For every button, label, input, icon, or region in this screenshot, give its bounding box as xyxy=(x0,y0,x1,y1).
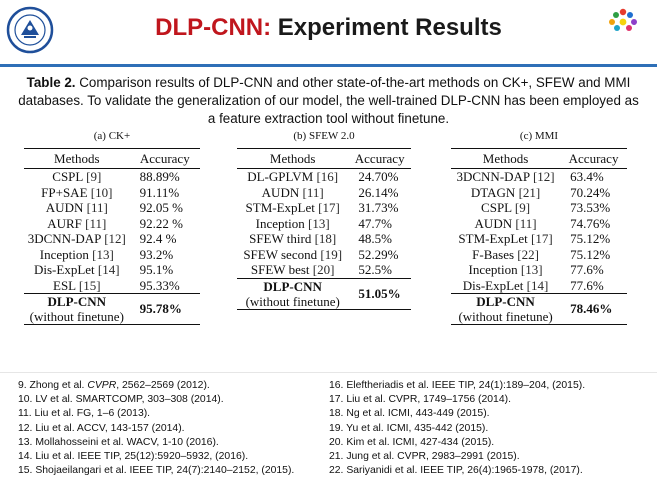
table-row xyxy=(24,169,200,185)
citation: [14] xyxy=(526,277,549,293)
table-row xyxy=(24,200,200,216)
accuracy-value: 48.5% xyxy=(358,231,392,246)
caption-text: Comparison results of DLP-CNN and other state-of-the-art methods on CK+, SFEW and MMI databases. To validate the generalization of our model, the well-trained DLP-CNN has been employed as a feature extraction tool without finetune. xyxy=(18,75,639,126)
reference-item: 10. LV et al. SMARTCOMP, 303–308 (2014). xyxy=(18,394,224,406)
reference-item: 15. Shojaeilangari et al. IEEE TIP, 24(7):2140–2152, (2015). xyxy=(18,465,295,477)
citation: [16] xyxy=(316,169,339,184)
results-table-ck xyxy=(24,130,200,325)
method-name: Dis-ExpLet xyxy=(34,262,95,277)
our-method-accuracy: 78.46% xyxy=(560,294,627,325)
accuracy-value: 88.89% xyxy=(139,169,180,184)
table-row xyxy=(237,200,411,216)
table-row xyxy=(237,185,411,201)
accuracy-value: 77.6% xyxy=(570,277,604,293)
header-rule xyxy=(0,64,657,67)
accuracy-value: 70.24% xyxy=(570,184,611,200)
references-divider xyxy=(0,372,657,373)
table-row xyxy=(451,247,627,263)
results-table-mmi xyxy=(451,130,627,325)
accuracy-value: 95.33% xyxy=(139,277,180,293)
table-row xyxy=(237,247,411,263)
citation: [11] xyxy=(85,215,107,231)
method-name: SFEW second xyxy=(243,246,318,262)
col-methods-header: Methods xyxy=(237,149,348,169)
table-row xyxy=(237,231,411,247)
citation: [13] xyxy=(92,246,114,262)
accuracy-value: 75.12% xyxy=(570,231,611,246)
method-name: 3DCNN-DAP xyxy=(27,231,101,246)
method-name: AURF xyxy=(47,215,82,231)
method-name: FP+SAE xyxy=(41,184,88,200)
our-method-name: DLP-CNN xyxy=(47,294,107,309)
valse-logo xyxy=(596,6,650,54)
our-method-row xyxy=(237,278,411,309)
table-row xyxy=(24,216,200,232)
method-name: AUDN xyxy=(261,184,300,200)
reference-item: 19. Yu et al. ICMI, 435-442 (2015). xyxy=(329,422,489,434)
citation: [17] xyxy=(318,200,340,215)
method-name: Inception xyxy=(255,215,305,231)
table-grid xyxy=(237,148,411,310)
reference-item: 18. Ng et al. ICMI, 443-449 (2015). xyxy=(329,408,490,420)
reference-item: 16. Eleftheriadis et al. IEEE TIP, 24(1):189–204, (2015). xyxy=(329,380,586,391)
method-name: Dis-ExpLet xyxy=(462,277,524,293)
accuracy-value: 77.6% xyxy=(570,262,604,277)
our-method-note: (without finetune) xyxy=(458,309,553,324)
method-name: AUDN xyxy=(474,215,513,231)
citation: [17] xyxy=(531,231,553,246)
table-grid xyxy=(24,148,200,325)
our-method-row xyxy=(24,294,200,325)
accuracy-value: 74.76% xyxy=(570,215,611,231)
method-name: ESL xyxy=(53,277,76,293)
method-name: STM-ExpLet xyxy=(458,231,528,246)
reference-item: 14. Liu et al. IEEE TIP, 25(12):5920–5932, (2016). xyxy=(18,451,249,463)
our-method-name: DLP-CNN xyxy=(476,294,535,309)
table-row xyxy=(24,278,200,294)
col-accuracy-header: Accuracy xyxy=(560,149,627,169)
table-row xyxy=(237,216,411,232)
accuracy-value: 92.22 % xyxy=(139,215,183,231)
slide-title xyxy=(0,14,657,42)
citation: [12] xyxy=(104,231,126,246)
reference-venue: CVPR xyxy=(87,380,117,391)
table-row xyxy=(24,247,200,263)
citation: [11] xyxy=(86,200,108,215)
citation: [9] xyxy=(514,200,531,215)
col-accuracy-header: Accuracy xyxy=(130,149,200,169)
accuracy-value: 91.11% xyxy=(139,184,180,200)
citation: [13] xyxy=(308,215,330,231)
our-method-note: (without finetune) xyxy=(245,293,340,309)
citation: [15] xyxy=(78,277,101,293)
reference-item: 11. Liu et al. FG, 1–6 (2013). xyxy=(18,408,151,420)
citation: [11] xyxy=(302,184,324,200)
citation: [10] xyxy=(90,184,113,200)
method-name: CSPL xyxy=(52,169,83,184)
caption-label: Table 2. xyxy=(26,75,76,90)
table-row xyxy=(451,200,627,216)
title-rest: Experiment Results xyxy=(271,14,502,41)
citation: [22] xyxy=(517,246,539,262)
our-method-accuracy: 95.78% xyxy=(130,294,200,325)
references-right xyxy=(329,379,585,478)
reference-item: 13. Mollahosseini et al. WACV, 1-10 (2016). xyxy=(18,436,219,448)
citation: [21] xyxy=(518,184,541,200)
table-subtitle: (c) MMI xyxy=(519,130,559,142)
table-grid xyxy=(451,148,627,325)
accuracy-value: 63.4% xyxy=(570,169,604,184)
accuracy-value: 92.4 % xyxy=(139,231,177,246)
results-table-sfew xyxy=(237,130,411,310)
reference-text: 9. Zhong et al. xyxy=(18,380,88,391)
accuracy-value: 93.2% xyxy=(139,246,174,262)
our-method-row xyxy=(451,294,627,325)
citation: [9] xyxy=(86,169,102,184)
accuracy-value: 92.05 % xyxy=(139,200,183,215)
table-row xyxy=(24,231,200,247)
reference-item: 17. Liu et al. CVPR, 1749–1756 (2014). xyxy=(329,394,511,406)
accuracy-value: 52.29% xyxy=(358,246,399,262)
method-name: 3DCNN-DAP xyxy=(456,169,530,184)
table-row xyxy=(24,262,200,278)
reference-item: 12. Liu et al. ACCV, 143-157 (2014). xyxy=(18,422,185,434)
method-name: SFEW best xyxy=(250,262,310,277)
table-row xyxy=(451,262,627,278)
accuracy-value: 47.7% xyxy=(358,215,392,231)
table-subtitle: (b) SFEW 2.0 xyxy=(293,130,355,142)
method-name: SFEW third xyxy=(249,231,312,246)
accuracy-value: 24.70% xyxy=(358,169,399,184)
table-row xyxy=(237,262,411,278)
method-name: DL-GPLVM xyxy=(247,169,314,184)
slide-header xyxy=(0,0,657,62)
method-name: AUDN xyxy=(45,200,84,215)
table-row xyxy=(451,231,627,247)
table-row xyxy=(451,278,627,294)
our-method-accuracy: 51.05% xyxy=(348,278,411,309)
method-name: CSPL xyxy=(481,200,512,215)
table-row xyxy=(24,185,200,201)
reference-item xyxy=(18,379,294,393)
table-row xyxy=(237,169,411,185)
accuracy-value: 52.5% xyxy=(358,262,392,277)
col-methods-header: Methods xyxy=(451,149,560,169)
table-caption xyxy=(18,74,639,128)
accuracy-value: 75.12% xyxy=(570,246,611,262)
citation: [20] xyxy=(312,262,335,277)
col-accuracy-header: Accuracy xyxy=(348,149,411,169)
method-name: Inception xyxy=(39,246,89,262)
table-row xyxy=(451,169,627,185)
references-left xyxy=(18,379,294,478)
table-subtitle: (a) CK+ xyxy=(93,130,131,142)
citation: [11] xyxy=(515,215,537,231)
col-methods-header: Methods xyxy=(24,149,130,169)
reference-item: 20. Kim et al. ICMI, 427-434 (2015). xyxy=(329,436,495,448)
accuracy-value: 31.73% xyxy=(358,200,399,215)
accuracy-value: 73.53% xyxy=(570,200,611,215)
method-name: F-Bases xyxy=(472,246,515,262)
table-row xyxy=(451,185,627,201)
accuracy-value: 26.14% xyxy=(358,184,399,200)
method-name: Inception xyxy=(468,262,518,277)
citation: [19] xyxy=(320,246,343,262)
citation: [12] xyxy=(532,169,555,184)
title-accent: DLP-CNN: xyxy=(155,14,272,41)
citation: [13] xyxy=(520,262,543,277)
reference-item: 21. Jung et al. CVPR, 2983–2991 (2015). xyxy=(329,451,520,463)
our-method-note: (without finetune) xyxy=(29,309,124,324)
table-row xyxy=(451,216,627,232)
citation: [18] xyxy=(314,231,337,246)
citation: [14] xyxy=(97,262,120,277)
method-name: STM-ExpLet xyxy=(245,200,315,215)
reference-item: 22. Sariyanidi et al. IEEE TIP, 26(4):1965-1978, (2017). xyxy=(329,465,583,477)
our-method-name: DLP-CNN xyxy=(263,278,322,294)
accuracy-value: 95.1% xyxy=(139,262,174,277)
method-name: DTAGN xyxy=(470,184,516,200)
reference-text: , 2562–2569 (2012). xyxy=(116,380,210,391)
